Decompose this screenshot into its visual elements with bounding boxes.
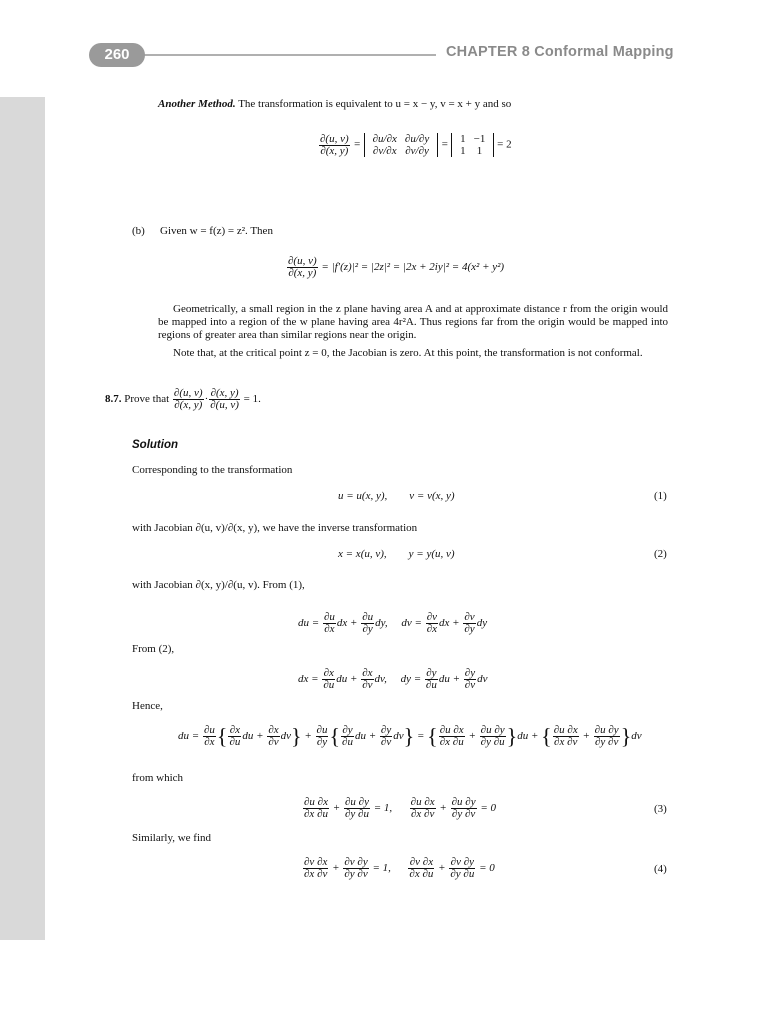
jacobian-result: = 2	[497, 138, 512, 151]
equation-1-tag: (1)	[654, 490, 667, 502]
matrix-cell: ∂v/∂x	[372, 145, 397, 157]
chapter-title: CHAPTER 8 Conformal Mapping	[446, 44, 674, 60]
jacobian-equation: $\frac{\partial(u, v)}{\partial(x, y)}$ = ∂u/∂x ∂u/∂y ∂v/∂x ∂v/∂y = 1 −1 1 1 = 2	[320, 132, 512, 157]
problem-prefix: Prove that	[124, 393, 170, 406]
equation-4-tag: (4)	[654, 863, 667, 875]
partial-derivative-matrix	[364, 133, 439, 157]
jacobian-lhs-num: ∂(u, v)	[320, 132, 349, 145]
part-b-fraction	[287, 256, 318, 279]
equation-3: $\frac{\partial u \partial x}{\partial x \partial u}$ + $\frac{\partial u \partial y}{\partial y \partial u}$ = 1, $\frac{\partial u \partial x}{\partial x \partial v}$ + $\frac{\partial u \partial y}{\partial y \partial v}$ = 0	[304, 796, 497, 820]
problem-statement: 8.7. Prove that $\frac{\partial(u, v)}{\partial(x, y)}$ · $\frac{\partial(x, y)}{\partial(u, v)}$ = 1.	[105, 387, 261, 411]
matrix-cell: 1	[460, 145, 466, 157]
side-margin-bar	[0, 97, 45, 940]
matrix-cell: ∂u/∂y	[404, 133, 430, 145]
corresponding-text: Corresponding to the transformation	[132, 464, 293, 476]
part-b-label: (b)	[132, 225, 145, 237]
fraction-num: ∂(u, v)	[173, 387, 203, 399]
matrix-cell: 1	[476, 145, 483, 157]
equation-3-tag: (3)	[654, 803, 667, 815]
combined-du-equation: du = $\frac{\partial u}{\partial x}$ { $\frac{\partial x}{\partial u}$ du + $\frac{\partial x}{\partial v}$ dv} + $\frac{\partial u}{\partial y}$ { $\frac{\partial y}{\partial u}$ du + $\frac{\partial y}{\partial v}$ dv} = { $\frac{\partial u \partial x}{\partial x \partial u}$ + $\frac{\partial u \partial y}{\partial y \partial u}$ }du + { $\frac{\partial u \partial x}{\partial x \partial v}$ + $\frac{\partial u \partial y}{\partial y \partial v}$ }dv	[178, 723, 642, 749]
part-b-text: Given w = f(z) = z². Then	[160, 225, 273, 237]
fraction-num: ∂(x, y)	[210, 387, 239, 399]
header-rule	[96, 54, 436, 56]
another-method-text: The transformation is equivalent to u = x − y, v = x + y and so	[235, 98, 512, 110]
another-method-line	[158, 98, 511, 111]
matrix-cell: ∂u/∂x	[372, 133, 397, 145]
equation-2: x = x(u, v), y = y(u, v)	[338, 548, 455, 560]
differential-du-dv: du = $\frac{\partial u}{\partial x}$ dx + $\frac{\partial u}{\partial y}$ dy, dv = $\frac{\partial v}{\partial x}$ dx + $\frac{\partial v}{\partial y}$ dy	[298, 611, 488, 635]
jacobian-lhs	[319, 134, 350, 157]
part-b-den: ∂(x, y)	[288, 267, 317, 279]
matrix-cell: −1	[473, 133, 486, 145]
equation-1: u = u(x, y), v = v(x, y)	[338, 490, 455, 502]
problem-number: 8.7.	[105, 393, 122, 406]
with-jacobian-text-2: with Jacobian ∂(x, y)/∂(u, v). From (1),	[132, 579, 305, 591]
matrix-cell: ∂v/∂y	[405, 145, 429, 157]
page-number-badge: 260	[89, 43, 145, 67]
similarly-text: Similarly, we find	[132, 832, 212, 844]
part-b-equation	[286, 256, 504, 279]
problem-fraction-2	[209, 388, 240, 411]
problem-fraction-1	[173, 388, 204, 411]
problem-suffix: = 1.	[243, 393, 261, 406]
jacobian-lhs-den: ∂(x, y)	[320, 144, 349, 157]
equation-2-tag: (2)	[654, 548, 667, 560]
matrix-cell: 1	[460, 133, 466, 145]
part-b-num: ∂(u, v)	[288, 255, 317, 267]
another-method-lead: Another Method.	[158, 98, 236, 110]
solution-heading: Solution	[132, 439, 178, 451]
differential-dx-dy: dx = $\frac{\partial x}{\partial u}$ du + $\frac{\partial x}{\partial v}$ dv, dy = $\frac{\partial y}{\partial u}$ du + $\frac{\partial y}{\partial v}$ dv	[298, 667, 488, 691]
geometric-paragraph: Geometrically, a small region in the z plane having area A and at approximate distance r from the origin would be mapped into a region of the w plane having area 4r²A. Thus regions far from the origin would be mapped into regions of greater area than similar regions near the origin.	[158, 303, 668, 341]
fraction-den: ∂(u, v)	[210, 399, 239, 411]
note-paragraph: Note that, at the critical point z = 0, the Jacobian is zero. At this point, the transformation is not conformal.	[173, 347, 643, 359]
part-b-rhs: = |f′(z)|² = |2z|² = |2x + 2iy|² = 4(x² + y²)	[321, 261, 505, 274]
from-2-text: From (2),	[132, 643, 175, 655]
equation-4: $\frac{\partial v \partial x}{\partial x \partial v}$ + $\frac{\partial v \partial y}{\partial y \partial v}$ = 1, $\frac{\partial v \partial x}{\partial x \partial u}$ + $\frac{\partial v \partial y}{\partial y \partial u}$ = 0	[304, 856, 495, 880]
from-which-text: from which	[132, 772, 184, 784]
hence-text: Hence,	[132, 700, 163, 712]
numeric-matrix	[451, 133, 494, 157]
fraction-den: ∂(x, y)	[174, 399, 203, 411]
with-jacobian-text-1: with Jacobian ∂(u, v)/∂(x, y), we have the inverse transformation	[132, 522, 418, 534]
